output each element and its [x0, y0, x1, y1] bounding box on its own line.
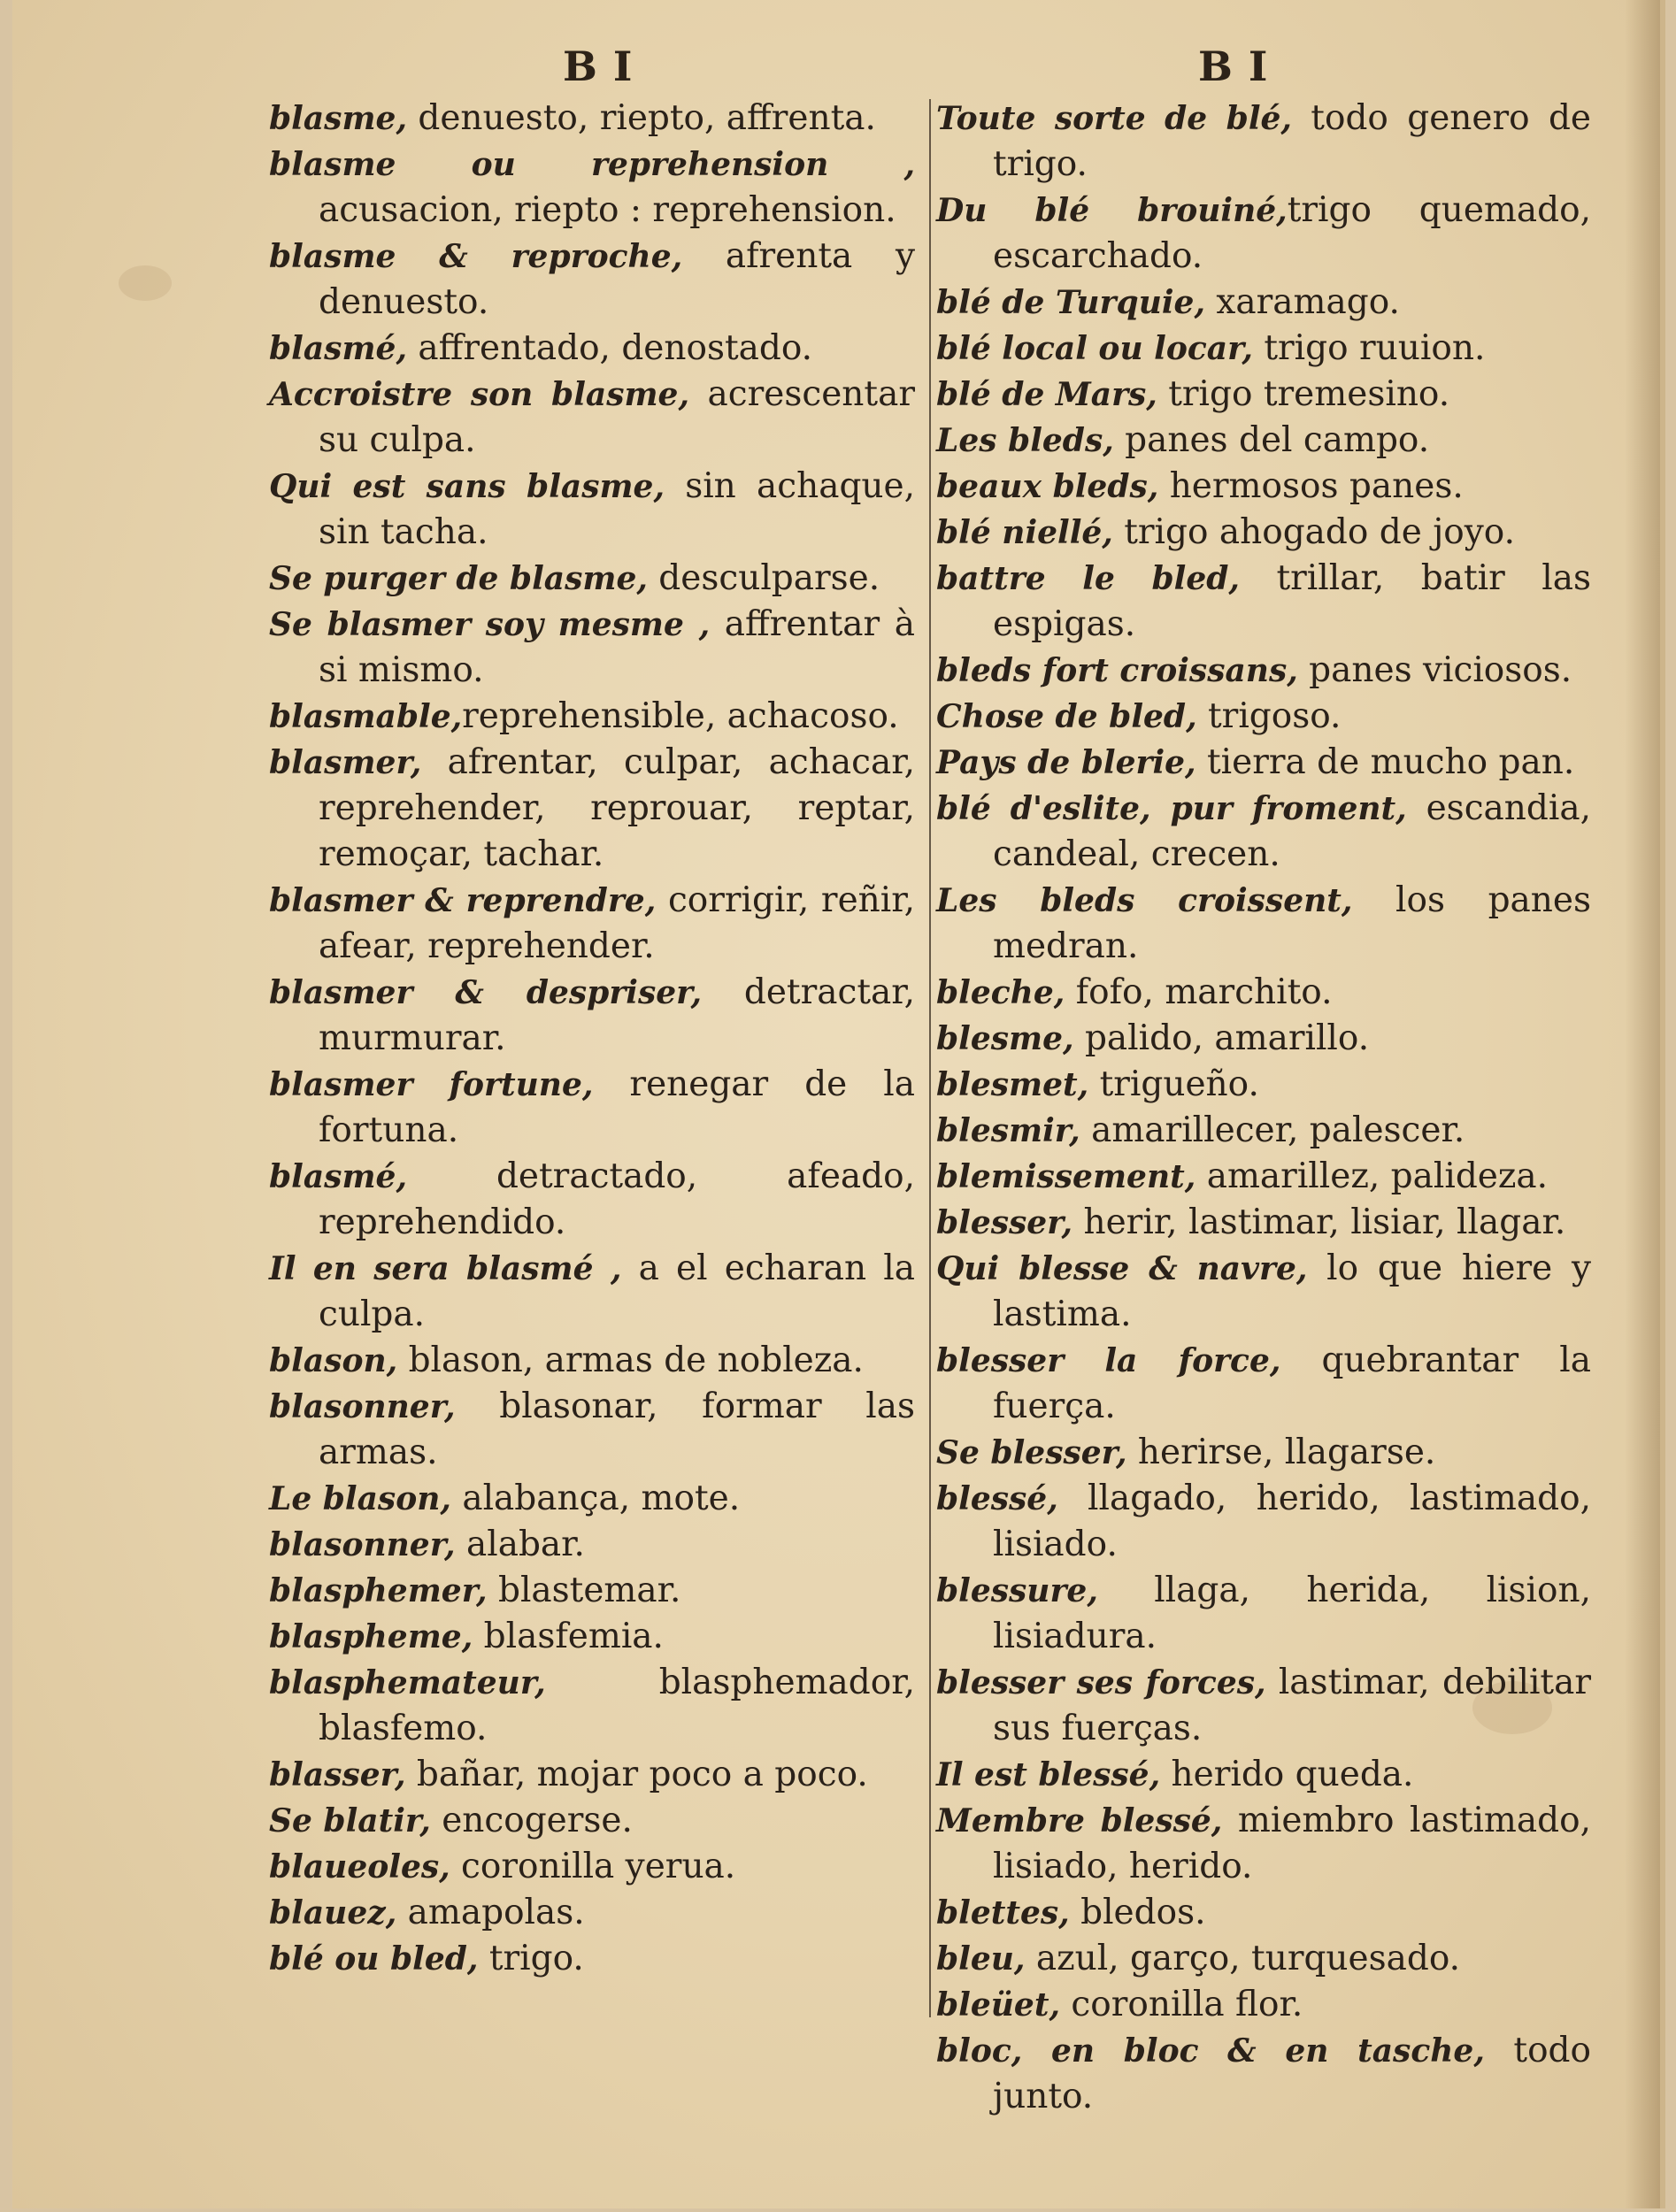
entry-gloss: affrentado, denostado. — [406, 328, 813, 368]
entry-headword: blasmé, — [269, 330, 407, 367]
entry-gloss: acusacion, riepto : reprehension. — [319, 190, 896, 230]
entry-headword: blé d'eslite, pur froment, — [936, 790, 1407, 827]
entry-gloss: detractar, murmurar. — [319, 972, 916, 1058]
entry-gloss: herido queda. — [1160, 1755, 1414, 1794]
entry-gloss: fofo, marchito. — [1065, 972, 1333, 1012]
entry-gloss: trigo. — [478, 1939, 584, 1978]
dictionary-entry — [936, 1246, 1591, 1338]
dictionary-entry — [269, 1476, 915, 1522]
entry-headword: battre le bled, — [936, 560, 1240, 597]
column-divider — [929, 99, 931, 2017]
entry-gloss: bañar, mojar poco a poco. — [405, 1755, 868, 1794]
entry-headword: blasmer, — [269, 744, 422, 781]
entry-headword: blaueoles, — [269, 1848, 450, 1886]
dictionary-entry — [936, 1430, 1591, 1476]
dictionary-entry — [269, 372, 915, 464]
entry-headword: blé ou bled, — [269, 1940, 479, 1978]
dictionary-entry — [936, 464, 1591, 510]
dictionary-entry — [936, 694, 1591, 740]
entry-headword: blesmir, — [936, 1112, 1080, 1149]
dictionary-entry — [936, 1338, 1591, 1430]
dictionary-entry — [936, 1016, 1591, 1062]
dictionary-entry — [936, 1752, 1591, 1798]
entry-gloss: trigo ruuion. — [1252, 328, 1486, 368]
entry-gloss: trigo quemado, escarchado. — [993, 190, 1591, 276]
entry-headword: blasser, — [269, 1756, 406, 1793]
entry-gloss: llaga, herida, lision, lisiadura. — [993, 1571, 1591, 1656]
entry-gloss: hermosos panes. — [1158, 466, 1464, 506]
dictionary-entry — [936, 786, 1591, 878]
entry-headword: blessure, — [936, 1572, 1098, 1609]
dictionary-entry — [936, 280, 1591, 326]
entry-headword: Chose de bled, — [936, 698, 1197, 735]
entry-gloss: escandia, candeal, crecen. — [993, 788, 1591, 874]
entry-headword: Qui est sans blasme, — [269, 468, 665, 505]
dictionary-entry — [936, 556, 1591, 648]
dictionary-entry — [936, 188, 1591, 280]
dictionary-entry — [936, 1476, 1591, 1568]
entry-headword: Membre blessé, — [936, 1802, 1223, 1839]
entry-headword: blasmer & despriser, — [269, 974, 703, 1011]
entry-gloss: herirse, llagarse. — [1126, 1432, 1436, 1472]
entry-gloss: lastimar, debilitar sus fuerças. — [993, 1663, 1591, 1748]
dictionary-entry — [936, 418, 1591, 464]
entry-gloss: llagado, herido, lastimado, lisiado. — [993, 1479, 1591, 1564]
dictionary-entry — [936, 740, 1591, 786]
entry-gloss: herir, lastimar, lisiar, llagar. — [1072, 1202, 1566, 1242]
entry-headword: blasphemer, — [269, 1572, 488, 1609]
entry-gloss: azul, garço, turquesado. — [1025, 1939, 1461, 1978]
entry-headword: blason, — [269, 1342, 398, 1379]
dictionary-entry — [269, 1752, 915, 1798]
left-column — [269, 96, 915, 1982]
dictionary-entry — [269, 1798, 915, 1844]
dictionary-entry — [936, 2028, 1591, 2120]
dictionary-entry — [936, 1108, 1591, 1154]
entry-headword: bleüet, — [936, 1986, 1060, 2024]
entry-headword: blesser la force, — [936, 1342, 1281, 1379]
dictionary-entry — [936, 372, 1591, 418]
entry-headword: blaspheme, — [269, 1618, 473, 1655]
entry-headword: bleds fort croissans, — [936, 652, 1298, 689]
dictionary-entry — [269, 602, 915, 694]
entry-headword: bloc, en bloc & en tasche, — [936, 2032, 1485, 2070]
dictionary-entry — [269, 1890, 915, 1936]
dictionary-entry — [936, 1982, 1591, 2028]
dictionary-entry — [269, 970, 915, 1062]
entry-headword: blasmé, — [269, 1158, 407, 1195]
entry-headword: blesme, — [936, 1020, 1074, 1057]
entry-headword: Pays de blerie, — [936, 744, 1196, 781]
dictionary-entry — [936, 96, 1591, 188]
entry-gloss: panes viciosos. — [1297, 650, 1572, 690]
entry-headword: Se blesser, — [936, 1434, 1127, 1471]
dictionary-entry — [269, 1338, 915, 1384]
dictionary-entry — [936, 1936, 1591, 1982]
entry-headword: Se purger de blasme, — [269, 560, 648, 597]
entry-headword: blesser ses forces, — [936, 1664, 1266, 1701]
entry-gloss: alabança, mote. — [450, 1479, 741, 1518]
entry-headword: blasmable, — [269, 698, 463, 735]
entry-gloss: bledos. — [1069, 1893, 1206, 1932]
dictionary-entry — [936, 1062, 1591, 1108]
entry-headword: Toute sorte de blé, — [936, 100, 1292, 137]
entry-gloss: blason, armas de nobleza. — [397, 1340, 864, 1380]
dictionary-entry — [936, 1798, 1591, 1890]
dictionary-entry — [936, 1660, 1591, 1752]
entry-headword: blasmer & reprendre, — [269, 882, 657, 919]
running-head-right: BI — [1198, 42, 1284, 90]
book-page — [12, 0, 1665, 2208]
dictionary-entry — [269, 1384, 915, 1476]
entry-headword: blettes, — [936, 1894, 1070, 1932]
entry-gloss: renegar de la fortuna. — [319, 1064, 915, 1150]
entry-headword: blesser, — [936, 1204, 1073, 1241]
entry-headword: blé local ou locar, — [936, 330, 1253, 367]
entry-gloss: trigoso. — [1196, 696, 1342, 736]
entry-gloss: blasphemador, blasfemo. — [319, 1663, 915, 1748]
entry-headword: blemissement, — [936, 1158, 1196, 1195]
entry-headword: Du blé brouiné, — [936, 192, 1288, 229]
dictionary-entry — [269, 1844, 915, 1890]
entry-headword: blasonner, — [269, 1526, 456, 1563]
entry-gloss: afrenta y denuesto. — [319, 236, 915, 322]
entry-gloss: coronilla flor. — [1060, 1985, 1303, 2024]
entry-headword: Le blason, — [269, 1480, 451, 1517]
entry-gloss: quebrantar la fuerça. — [993, 1340, 1591, 1426]
entry-gloss: encogerse. — [430, 1801, 633, 1840]
dictionary-entry — [936, 970, 1591, 1016]
entry-gloss: blasonar, formar las armas. — [319, 1386, 915, 1472]
dictionary-entry — [269, 1660, 915, 1752]
right-column — [936, 96, 1591, 2120]
entry-gloss: reprehensible, achacoso. — [462, 696, 899, 736]
entry-gloss: trillar, batir las espigas. — [993, 558, 1591, 644]
entry-gloss: trigueño. — [1088, 1064, 1259, 1104]
entry-headword: blé de Turquie, — [936, 284, 1205, 321]
dictionary-entry — [269, 556, 915, 602]
dictionary-entry — [269, 694, 915, 740]
dictionary-entry — [936, 1568, 1591, 1660]
dictionary-entry — [936, 648, 1591, 694]
entry-headword: beaux bleds, — [936, 468, 1159, 505]
entry-headword: blessé, — [936, 1480, 1058, 1517]
entry-headword: Les bleds, — [936, 422, 1114, 459]
dictionary-entry — [269, 740, 915, 878]
dictionary-entry — [269, 878, 915, 970]
entry-gloss: todo junto. — [993, 2031, 1592, 2116]
dictionary-entry — [269, 464, 915, 556]
entry-headword: blasonner, — [269, 1388, 456, 1425]
entry-gloss: coronilla yerua. — [450, 1847, 736, 1886]
entry-gloss: sin achaque, sin tacha. — [319, 466, 916, 552]
entry-headword: Se blasmer soy mesme , — [269, 606, 711, 643]
entry-headword: blasme, — [269, 100, 407, 137]
entry-headword: bleche, — [936, 974, 1065, 1011]
entry-headword: Les bleds croissent, — [936, 882, 1353, 919]
entry-gloss: palido, amarillo. — [1073, 1018, 1370, 1058]
entry-headword: blasme & reproche, — [269, 238, 683, 275]
entry-gloss: amarillecer, palescer. — [1080, 1110, 1465, 1150]
dictionary-entry — [269, 1062, 915, 1154]
dictionary-entry — [269, 234, 915, 326]
entry-headword: Accroistre son blasme, — [269, 376, 689, 413]
entry-headword: Se blatir, — [269, 1802, 431, 1839]
entry-headword: blé de Mars, — [936, 376, 1157, 413]
entry-gloss: xaramago. — [1204, 282, 1400, 322]
page-spine-shadow — [1625, 0, 1660, 2208]
entry-gloss: corrigir, reñir, afear, reprehender. — [319, 880, 915, 966]
dictionary-entry — [269, 1568, 915, 1614]
entry-gloss: todo genero de trigo. — [993, 98, 1591, 184]
entry-headword: Il en sera blasmé , — [269, 1250, 622, 1287]
entry-gloss: amarillez, palideza. — [1195, 1156, 1549, 1196]
entry-gloss: blasfemia. — [473, 1617, 664, 1656]
dictionary-entry — [936, 1890, 1591, 1936]
entry-gloss: los panes medran. — [993, 880, 1591, 966]
entry-gloss: denuesto, riepto, affrenta. — [406, 98, 876, 138]
dictionary-entry — [936, 510, 1591, 556]
entry-headword: Il est blessé, — [936, 1756, 1161, 1793]
entry-gloss: a el echaran la culpa. — [319, 1248, 915, 1334]
entry-gloss: afrentar, culpar, achacar, reprehender, reprouar, reptar, remoçar, tachar. — [319, 742, 915, 874]
entry-headword: blasphemateur, — [269, 1664, 546, 1701]
entry-headword: blesmet, — [936, 1066, 1089, 1103]
entry-gloss: alabar. — [455, 1525, 585, 1564]
dictionary-entry — [936, 1200, 1591, 1246]
entry-headword: blasmer fortune, — [269, 1066, 594, 1103]
entry-gloss: tierra de mucho pan. — [1195, 742, 1575, 782]
entry-gloss: trigo ahogado de joyo. — [1112, 512, 1516, 552]
entry-headword: blauez, — [269, 1894, 397, 1932]
entry-gloss: affrentar à si mismo. — [319, 604, 915, 690]
entry-headword: blé niellé, — [936, 514, 1113, 551]
dictionary-entry — [936, 878, 1591, 970]
dictionary-entry — [269, 1154, 915, 1246]
dictionary-entry — [936, 326, 1591, 372]
dictionary-entry — [269, 326, 915, 372]
dictionary-entry — [269, 1936, 915, 1982]
entry-gloss: trigo tremesino. — [1157, 374, 1450, 414]
entry-headword: Qui blesse & navre, — [936, 1250, 1308, 1287]
entry-gloss: amapolas. — [396, 1893, 585, 1932]
entry-gloss: blastemar. — [487, 1571, 681, 1610]
entry-gloss: detractado, afeado, reprehendido. — [319, 1156, 915, 1242]
entry-gloss: panes del campo. — [1113, 420, 1430, 460]
entry-gloss: miembro lastimado, lisiado, herido. — [993, 1801, 1591, 1886]
dictionary-entry — [269, 142, 915, 234]
running-head-left: BI — [563, 42, 649, 90]
dictionary-entry — [269, 1246, 915, 1338]
dictionary-entry — [936, 1154, 1591, 1200]
paper-stain — [119, 265, 172, 301]
entry-gloss: desculparse. — [647, 558, 880, 598]
entry-gloss: acrescentar su culpa. — [319, 374, 915, 460]
dictionary-entry — [269, 1614, 915, 1660]
entry-headword: bleu, — [936, 1940, 1026, 1978]
dictionary-entry — [269, 1522, 915, 1568]
entry-gloss: lo que hiere y lastima. — [993, 1248, 1591, 1334]
entry-headword: blasme ou reprehension , — [269, 146, 915, 183]
dictionary-entry — [269, 96, 915, 142]
